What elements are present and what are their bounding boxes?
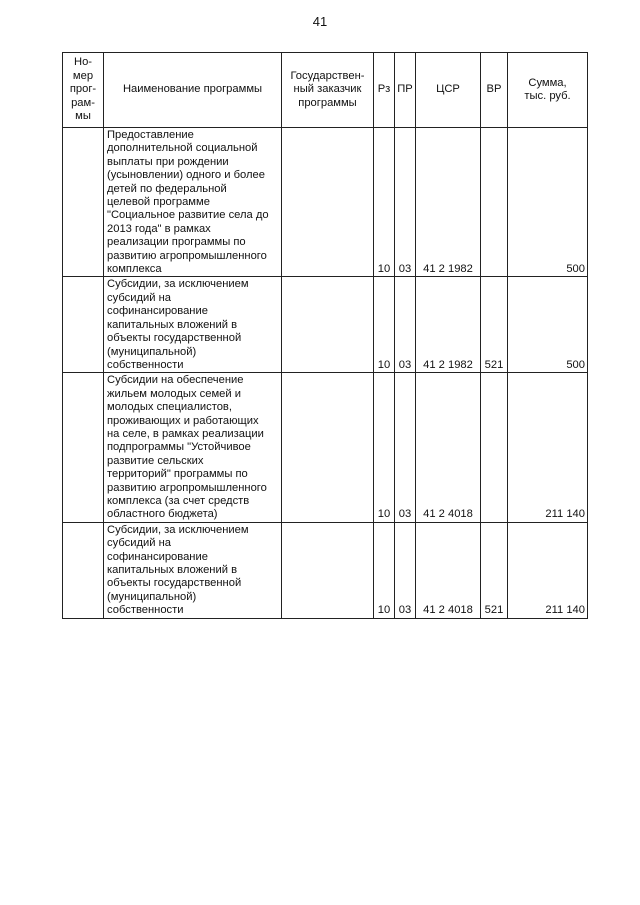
cell-customer bbox=[282, 277, 374, 373]
cell-rz: 10 bbox=[374, 128, 395, 277]
cell-vr: 521 bbox=[481, 522, 508, 618]
cell-sum: 500 bbox=[508, 128, 588, 277]
cell-name: Предоставление дополнительной социальной выплаты при рождении (усыновлении) одного и более детей по федеральной целевой программе "Социальное развитие села до 2013 года" в рамках реализации программы по развитию агропромышленного комплекса bbox=[104, 128, 282, 277]
cell-pr: 03 bbox=[395, 522, 416, 618]
cell-number bbox=[63, 522, 104, 618]
cell-csr: 41 2 1982 bbox=[416, 128, 481, 277]
cell-pr: 03 bbox=[395, 373, 416, 522]
header-vr: ВР bbox=[481, 53, 508, 128]
cell-name: Субсидии на обеспечение жильем молодых семей и молодых специалистов, проживающих и работающих на селе, в рамках реализации подпрограммы "Устойчивое развитие сельских территорий" программы по развитию агропромышленного комплекса (за счет средств областного бюджета) bbox=[104, 373, 282, 522]
cell-sum: 211 140 bbox=[508, 522, 588, 618]
cell-number bbox=[63, 128, 104, 277]
budget-table bbox=[62, 52, 588, 619]
table-row bbox=[63, 373, 588, 522]
cell-rz: 10 bbox=[374, 373, 395, 522]
cell-number bbox=[63, 277, 104, 373]
cell-sum: 211 140 bbox=[508, 373, 588, 522]
table-row bbox=[63, 522, 588, 618]
header-program-number: Но- мер прог- рам- мы bbox=[63, 53, 104, 128]
cell-csr: 41 2 1982 bbox=[416, 277, 481, 373]
header-customer: Государствен- ный заказчик программы bbox=[282, 53, 374, 128]
cell-rz: 10 bbox=[374, 522, 395, 618]
header-program-name: Наименование программы bbox=[104, 53, 282, 128]
table-header-row bbox=[63, 53, 588, 128]
cell-number bbox=[63, 373, 104, 522]
cell-rz: 10 bbox=[374, 277, 395, 373]
header-sum: Сумма, тыс. руб. bbox=[508, 53, 588, 128]
cell-pr: 03 bbox=[395, 128, 416, 277]
table-row bbox=[63, 277, 588, 373]
cell-sum: 500 bbox=[508, 277, 588, 373]
cell-vr bbox=[481, 128, 508, 277]
cell-customer bbox=[282, 522, 374, 618]
header-pr: ПР bbox=[395, 53, 416, 128]
cell-vr: 521 bbox=[481, 277, 508, 373]
cell-customer bbox=[282, 128, 374, 277]
cell-customer bbox=[282, 373, 374, 522]
table-row bbox=[63, 128, 588, 277]
header-csr: ЦСР bbox=[416, 53, 481, 128]
cell-vr bbox=[481, 373, 508, 522]
cell-pr: 03 bbox=[395, 277, 416, 373]
page-number: 41 bbox=[312, 14, 328, 29]
cell-name: Субсидии, за исключением субсидий на софинансирование капитальных вложений в объекты государственной (муниципальной) собственности bbox=[104, 522, 282, 618]
cell-csr: 41 2 4018 bbox=[416, 522, 481, 618]
cell-csr: 41 2 4018 bbox=[416, 373, 481, 522]
header-rz: Рз bbox=[374, 53, 395, 128]
cell-name: Субсидии, за исключением субсидий на софинансирование капитальных вложений в объекты государственной (муниципальной) собственности bbox=[104, 277, 282, 373]
